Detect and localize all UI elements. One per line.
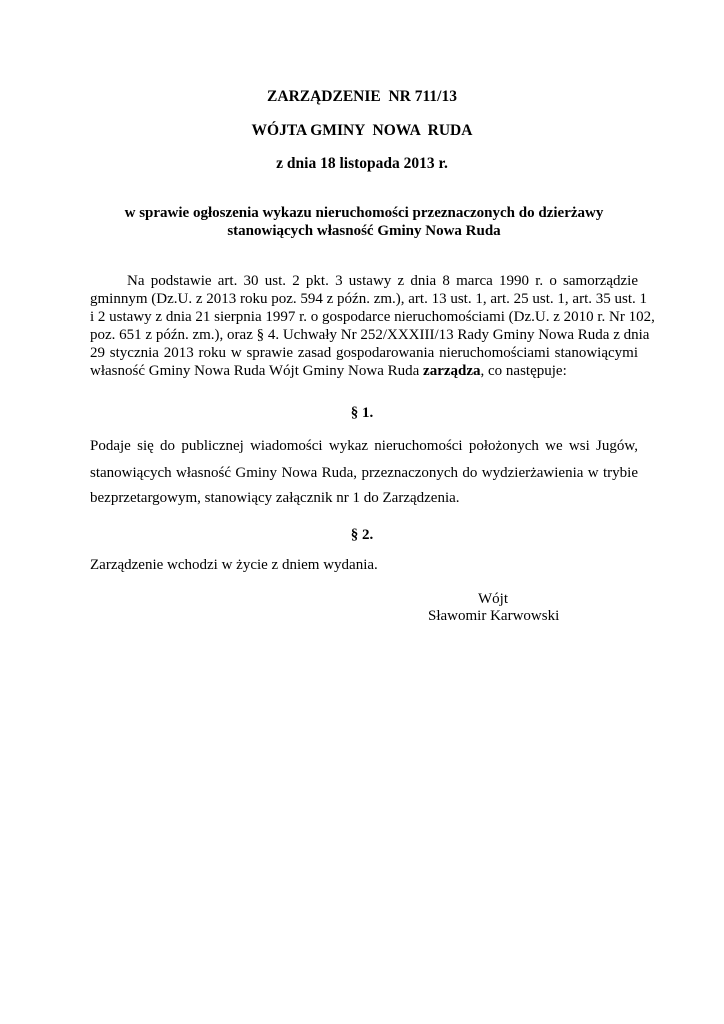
section-1-line-3: bezprzetargowym, stanowiący załącznik nr 1 do Zarządzenia. [90,490,460,506]
document-title: ZARZĄDZENIE NR 711/13 [267,88,457,105]
section-1-heading: § 1. [350,405,374,421]
preamble-line-6-end: , co następuje: [480,363,567,379]
preamble-line-1: Na podstawie art. 30 ust. 2 pkt. 3 ustawy z dnia 8 marca 1990 r. o samorządzie [127,273,638,289]
subject-line-2: stanowiących własność Gminy Nowa Ruda [227,223,501,239]
preamble-line-6-start: własność Gminy Nowa Ruda Wójt Gminy Nowa Ruda [90,363,424,379]
preamble-line-6 [90,362,638,380]
signature-role: Wójt [478,591,508,607]
document-date: z dnia 18 listopada 2013 r. [276,155,448,172]
section-1-line-2: stanowiących własność Gminy Nowa Ruda, przeznaczonych do wydzierżawienia w trybie [90,465,638,481]
section-1-line-1: Podaje się do publicznej wiadomości wykaz nieruchomości położonych we wsi Jugów, [90,438,638,454]
preamble-line-3: i 2 ustawy z dnia 21 sierpnia 1997 r. o gospodarce nieruchomościami (Dz.U. z 2010 r. Nr 102, [90,309,655,325]
preamble-keyword: zarządza [423,363,481,379]
subject-line-1: w sprawie ogłoszenia wykazu nieruchomości przeznaczonych do dzierżawy [124,205,604,221]
preamble-line-4: poz. 651 z późn. zm.), oraz § 4. Uchwały Nr 252/XXXIII/13 Rady Gminy Nowa Ruda z dnia [90,327,650,343]
preamble-line-2: gminnym (Dz.U. z 2013 roku poz. 594 z późn. zm.), art. 13 ust. 1, art. 25 ust. 1, art. 35 ust. 1 [90,291,647,307]
signature-name: Sławomir Karwowski [428,608,560,624]
section-2-heading: § 2. [350,527,374,543]
preamble-line-5: 29 stycznia 2013 roku w sprawie zasad gospodarowania nieruchomościami stanowiącymi [90,345,638,361]
document-issuer: WÓJTA GMINY NOWA RUDA [251,122,473,139]
section-2-line-1: Zarządzenie wchodzi w życie z dniem wydania. [90,557,378,573]
